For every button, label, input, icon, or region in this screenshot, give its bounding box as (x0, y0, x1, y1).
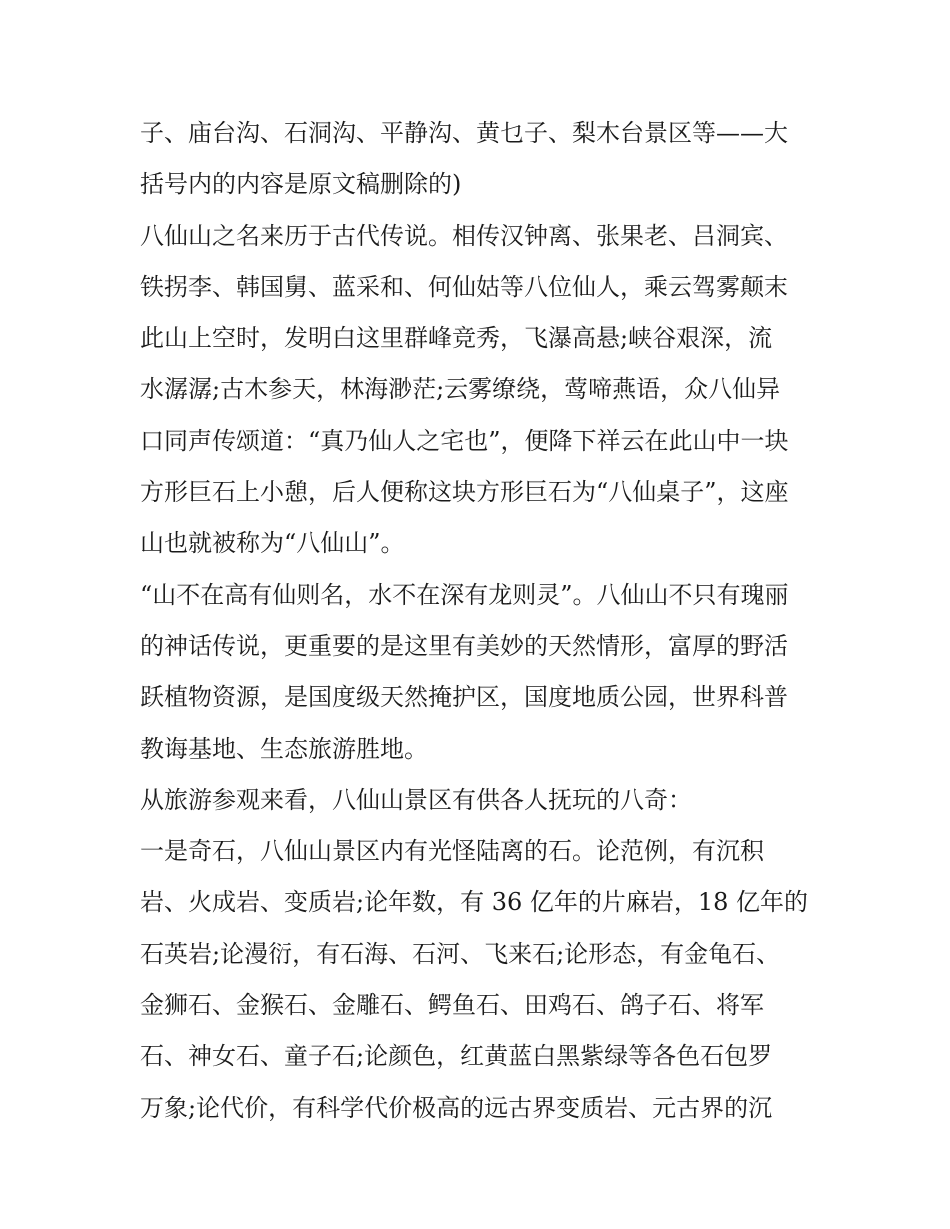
text-line: 括号内的内容是原文稿删除的) (140, 170, 462, 199)
text-line: 一是奇石，八仙山景区内有光怪陆离的石。论范例，有沉积 (140, 837, 764, 866)
text-line: 石、神女石、童子石;论颜色，红黄蓝白黑紫绿等各色石包罗 (140, 1042, 773, 1071)
text-line: 水潺潺;古木参天，林海渺茫;云雾缭绕，莺啼燕语，众八仙异 (140, 375, 781, 404)
text-line: 口同声传颂道：“真乃仙人之宅也”，便降下祥云在此山中一块 (140, 426, 789, 455)
text-line: 此山上空时，发明白这里群峰竞秀，飞瀑高悬;峡谷艰深，流 (140, 324, 773, 353)
text-line: “山不在高有仙则名，水不在深有龙则灵”。八仙山不只有瑰丽 (140, 580, 789, 609)
text-line: 教诲基地、生态旅游胜地。 (140, 734, 428, 763)
text-line: 从旅游参观来看，八仙山景区有供各人抚玩的八奇： (140, 785, 692, 814)
text-line: 八仙山之名来历于古代传说。相传汉钟离、张果老、吕洞宾、 (140, 221, 788, 250)
text-line: 金狮石、金猴石、金雕石、鳄鱼石、田鸡石、鸽子石、将军 (140, 991, 764, 1020)
text-line: 岩、火成岩、变质岩;论年数，有 36 亿年的片麻岩，18 亿年的 (140, 888, 809, 917)
text-line: 的神话传说，更重要的是这里有美妙的天然情形，富厚的野活 (140, 631, 788, 660)
text-line: 石英岩;论漫衍，有石海、石河、飞来石;论形态，有金龟石、 (140, 939, 781, 968)
text-line: 方形巨石上小憩，后人便称这块方形巨石为“八仙桌子”，这座 (140, 478, 789, 507)
text-line: 山也就被称为“八仙山”。 (140, 529, 405, 558)
text-line: 铁拐李、韩国舅、蓝采和、何仙姑等八位仙人，乘云驾雾颠末 (140, 272, 788, 301)
body-text (140, 108, 820, 1134)
text-line: 万象;论代价，有科学代价极高的远古界变质岩、元古界的沉 (140, 1093, 773, 1122)
text-line: 跃植物资源，是国度级天然掩护区，国度地质公园，世界科普 (140, 683, 788, 712)
text-line: 子、庙台沟、石洞沟、平静沟、黄乜子、梨木台景区等——大 (140, 119, 788, 147)
